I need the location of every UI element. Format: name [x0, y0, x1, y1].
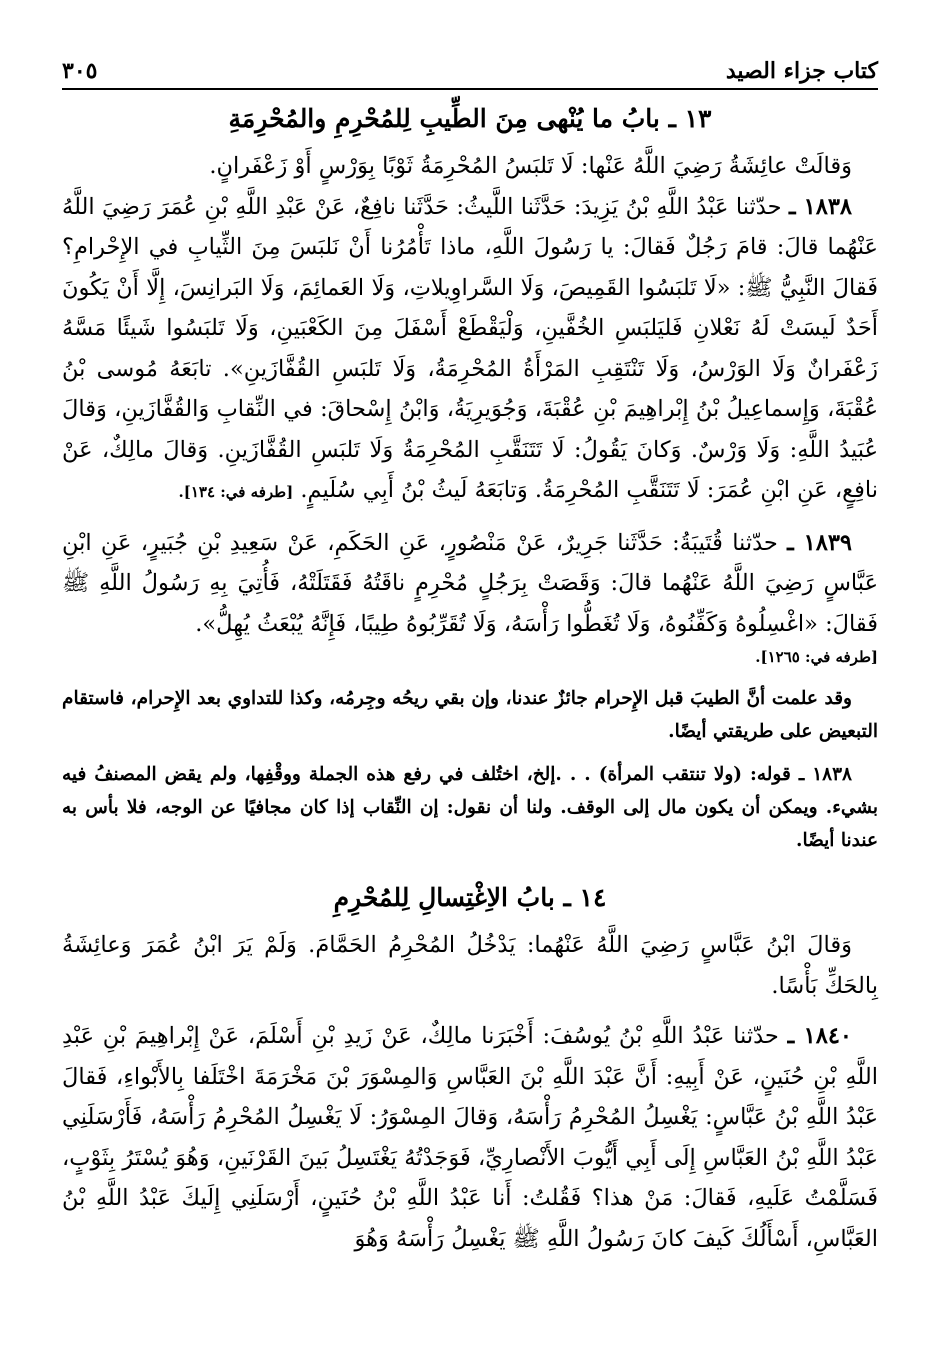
chapter-14-intro: وَقالَ ابْنُ عَبَّاسٍ رَضِيَ اللَّهُ عَنْهُما: يَدْخُلُ المُحْرِمُ الحَمَّامَ. وَلَمْ يَرَ ابْنُ عُمَرَ وَعائِشَةُ بِالحَكِّ بَأْسًا. [62, 932, 878, 999]
chapter-13-title: ١٣ ـ بابُ ما يُنْهى مِنَ الطِّيبِ لِلمُحْرِمِ والمُحْرِمَةِ [228, 104, 712, 133]
page-number: ٣٠٥ [62, 58, 98, 84]
chapter-14-title: ١٤ ـ بابُ الاِغْتِسالِ لِلمُحْرِمِ [333, 883, 607, 912]
hadith-1838-text: حدّثنا عَبْدُ اللَّهِ بْنُ يَزِيدَ: حَدَّثَنا اللَّيثُ: حَدَّثَنا نافِعٌ، عَنْ عَبْدِ اللَّهِ بْنِ عُمَرَ رَضِيَ اللَّهُ عَنْهُما قالَ: قامَ رَجُلٌ فَقالَ: يا رَسُولَ اللَّهِ، ماذا تَأْمُرُنا أَنْ نَلبَسَ مِنَ الثِّيابِ في الإِحْرامِ؟ فَقالَ النَّبِيُّ ﷺ: «لَا تَلبَسُوا القَمِيصَ، وَلَا السَّراوِيلاتِ، وَلَا العَمائِمَ، وَلَا البَرانِسَ، إِلَّا أَنْ يَكُونَ أَحَدٌ لَيسَتْ لَهُ نَعْلانِ فَليَلبَسِ الخُفَّينِ، وَلْيَقْطَعْ أَسْفَلَ مِنَ الكَعْبَينِ، وَلَا تَلبَسُوا شَيئًا مَسَّهُ زَعْفَرانٌ وَلَا الوَرْسُ، وَلَا تَنْتَقِبِ المَرْأَةُ المُحْرِمَةُ، وَلَا تَلبَسِ القُفَّازَينِ». تابَعَهُ مُوسى بْنُ عُقْبَةَ، وَإِسماعِيلُ بْنُ إِبْراهِيمَ بْنِ عُقْبَةَ، وَجُوَيرِيَةُ، وَابْنُ إِسْحاقَ: في النِّقابِ وَالقُفَّازَينِ، وَقالَ عُبَيدُ اللَّهِ: وَلَا وَرْسٌ. وَكانَ يَقُولُ: لَا تَتَنَقَّبِ المُحْرِمَةُ وَلَا تَلبَسِ القُفَّازَينِ. وَقالَ مالِكٌ، عَنْ نافِعٍ، عَنِ ابْنِ عُمَرَ: لَا تَتَنَقَّبِ المُحْرِمَةُ. وَتابَعَهُ لَيثُ بْنُ أَبِي سُلَيمٍ. [62, 193, 878, 503]
page-header [62, 44, 878, 90]
hadith-1839-text: حدّثنا قُتَيبَةُ: حَدَّثَنا جَرِيرٌ، عَنْ مَنْصُورٍ، عَنِ الحَكَمِ، عَنْ سَعِيدِ بْنِ جُبَيرٍ، عَنِ ابْنِ عَبَّاسٍ رَضِيَ اللَّهُ عَنْهُما قالَ: وَقَصَتْ بِرَجُلٍ مُحْرِمٍ ناقَتُهُ فَقَتَلَتْهُ، فَأُتِيَ بِهِ رَسُولُ اللَّهِ ﷺ فَقالَ: «اغْسِلُوهُ وَكَفِّنُوهُ، وَلَا تُغَطُّوا رَأْسَهُ، وَلَا تُقَرِّبُوهُ طِيبًا، فَإِنَّهُ يُبْعَثُ يُهِلُّ». [62, 529, 878, 637]
hadith-1838 [62, 187, 878, 513]
hadith-1839-number: ١٨٣٩ ـ [787, 529, 852, 556]
hadith-1840-text: حدّثنا عَبْدُ اللَّهِ بْنُ يُوسُفَ: أَخْبَرَنا مالِكٌ، عَنْ زَيدِ بْنِ أَسْلَمَ، عَنْ إِبْراهِيمَ بْنِ عَبْدِ اللَّهِ بْنِ حُنَينٍ، عَنْ أَبِيهِ: أَنَّ عَبْدَ اللَّهِ بْنَ العَبَّاسِ وَالمِسْوَرَ بْنَ مَخْرَمَةَ اخْتَلَفا بِالأَبْواءِ، فَقالَ عَبْدُ اللَّهِ بْنُ عَبَّاسٍ: يَغْسِلُ المُحْرِمُ رَأْسَهُ، وَقالَ المِسْوَرُ: لَا يَغْسِلُ المُحْرِمُ رَأْسَهُ، فَأَرْسَلَنِي عَبْدُ اللَّهِ بْنُ العَبَّاسِ إِلَى أَبِي أَيُّوبَ الأَنْصارِيِّ، فَوَجَدْتُهُ يَغْتَسِلُ بَينَ القَرْنَينِ، وَهُوَ يُسْتَرُ بِثَوْبٍ، فَسَلَّمْتُ عَلَيهِ، فَقالَ: مَنْ هذا؟ فَقُلتُ: أَنا عَبْدُ اللَّهِ بْنُ حُنَينٍ، أَرْسَلَنِي إِلَيكَ عَبْدُ اللَّهِ بْنُ العَبَّاسِ، أَسْأَلُكَ كَيفَ كانَ رَسُولُ اللَّهِ ﷺ يَغْسِلُ رَأْسَهُ وَهُوَ [62, 1023, 878, 1252]
commentary-paragraph-1: وقد علمت أنَّ الطيبَ قبل الإِحرام جائزٌ عندنا، وإن بقي ريحُه وجِرمُه، وكذا للتداوي بعد الإِحرام، فاستقام التبعيض على طريقتي أيضًا. [62, 688, 878, 742]
hadith-1840 [62, 1016, 878, 1259]
hadith-1839 [62, 523, 878, 645]
hadith-1838-reference: [طرفه في: ١٣٤]. [178, 483, 294, 501]
running-title: كتاب جزاء الصيد [725, 58, 878, 84]
commentary-paragraph-2: ١٨٣٨ ـ قوله: (ولا تنتقب المرأة) . . .إلخ، اختُلف في رفع هذه الجملة ووقْفِها، ولم يقض المصنفُ فيه بشيء. ويمكن أن يكون مال إلى الوقف. ولنا أن نقول: إن النِّقاب إذا كان مجافيًا عن الوجه، فلا بأس به عندنا أيضًا. [62, 764, 878, 851]
hadith-1838-number: ١٨٣٨ ـ [788, 193, 852, 220]
book-page [62, 44, 878, 1259]
hadith-1840-number: ١٨٤٠ ـ [787, 1023, 852, 1049]
chapter-13-intro: وَقالَتْ عائِشَةُ رَضِيَ اللَّهُ عَنْها: لَا تَلبَسُ المُحْرِمَةُ ثَوْبًا بِوَرْسٍ أَوْ زَعْفَرانٍ. [209, 153, 852, 179]
hadith-1839-reference: [طرفه في: ١٢٦٥]. [755, 648, 878, 666]
